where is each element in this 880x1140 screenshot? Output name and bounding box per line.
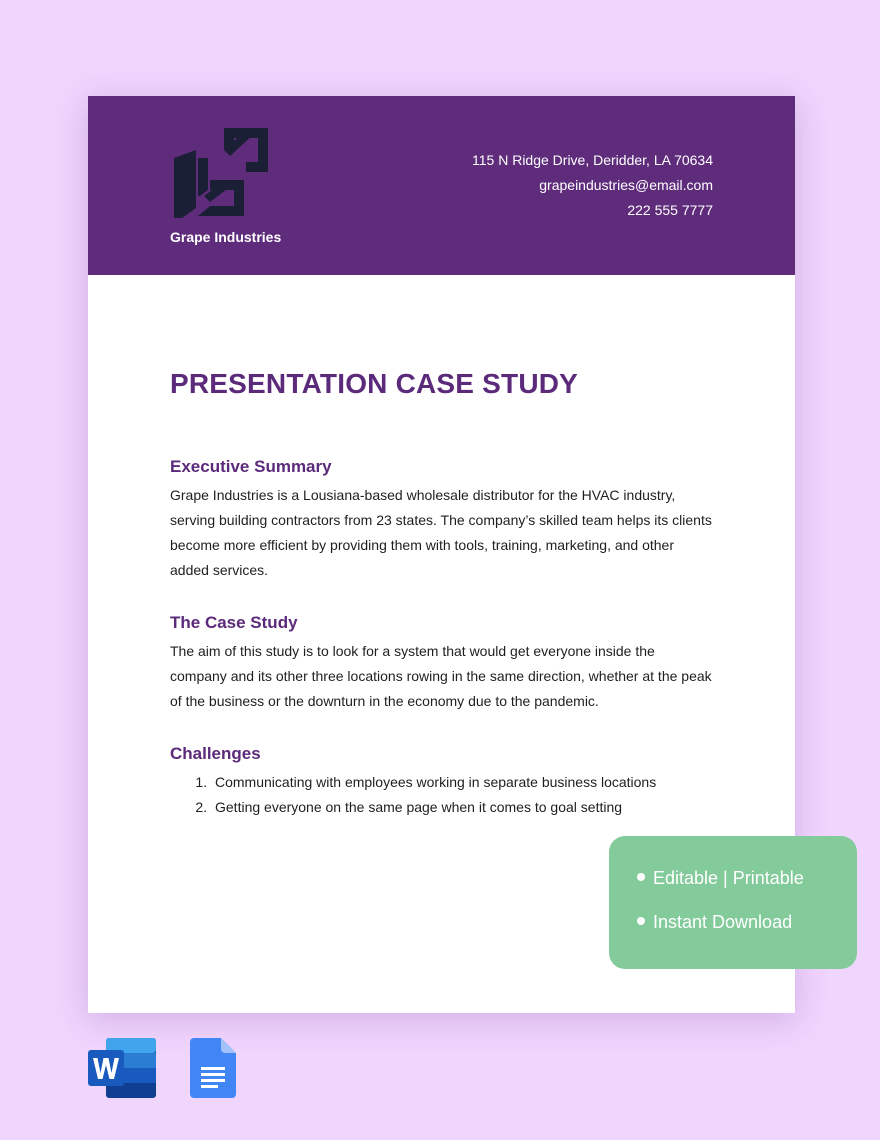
bullet-icon xyxy=(637,873,645,881)
badge-item-label: Editable | Printable xyxy=(653,868,804,888)
executive-summary-section xyxy=(170,457,715,583)
case-study-section xyxy=(170,613,715,714)
section-heading: Challenges xyxy=(170,744,261,763)
challenges-list xyxy=(170,770,715,820)
features-badge xyxy=(609,836,857,969)
challenges-section xyxy=(170,744,715,820)
list-item: 1. Communicating with employees working in separate business locations xyxy=(211,770,715,795)
google-docs-icon[interactable] xyxy=(190,1038,236,1098)
email-text: grapeindustries@email.com xyxy=(539,177,713,193)
brand-name: Grape Industries xyxy=(170,229,282,245)
address-text: 115 N Ridge Drive, Deridder, LA 70634 xyxy=(472,152,713,168)
microsoft-word-icon[interactable] xyxy=(88,1038,158,1098)
bullet-icon xyxy=(637,917,645,925)
document-header xyxy=(88,96,795,275)
section-body: Grape Industries is a Lousiana-based wholesale distributor for the HVAC industry, serving building contractors from 23 states. The company’s skilled team helps its clients become more efficient by providing them with tools, training, marketing, and other added services. xyxy=(170,487,712,578)
badge-item xyxy=(637,868,804,889)
section-heading: The Case Study xyxy=(170,613,298,632)
section-heading: Executive Summary xyxy=(170,457,332,476)
list-item: 2. Getting everyone on the same page when it comes to goal setting xyxy=(211,795,715,820)
badge-item-label: Instant Download xyxy=(653,912,793,932)
grape-industries-logo-icon xyxy=(174,128,268,218)
phone-text: 222 555 7777 xyxy=(627,202,713,218)
badge-item xyxy=(637,912,792,933)
contact-block xyxy=(472,148,713,223)
document-title: PRESENTATION CASE STUDY xyxy=(170,368,579,399)
section-body: The aim of this study is to look for a system that would get everyone inside the company and its other three locations rowing in the same direction, whether at the peak of the business or the downturn in the economy due to the pandemic. xyxy=(170,643,712,709)
